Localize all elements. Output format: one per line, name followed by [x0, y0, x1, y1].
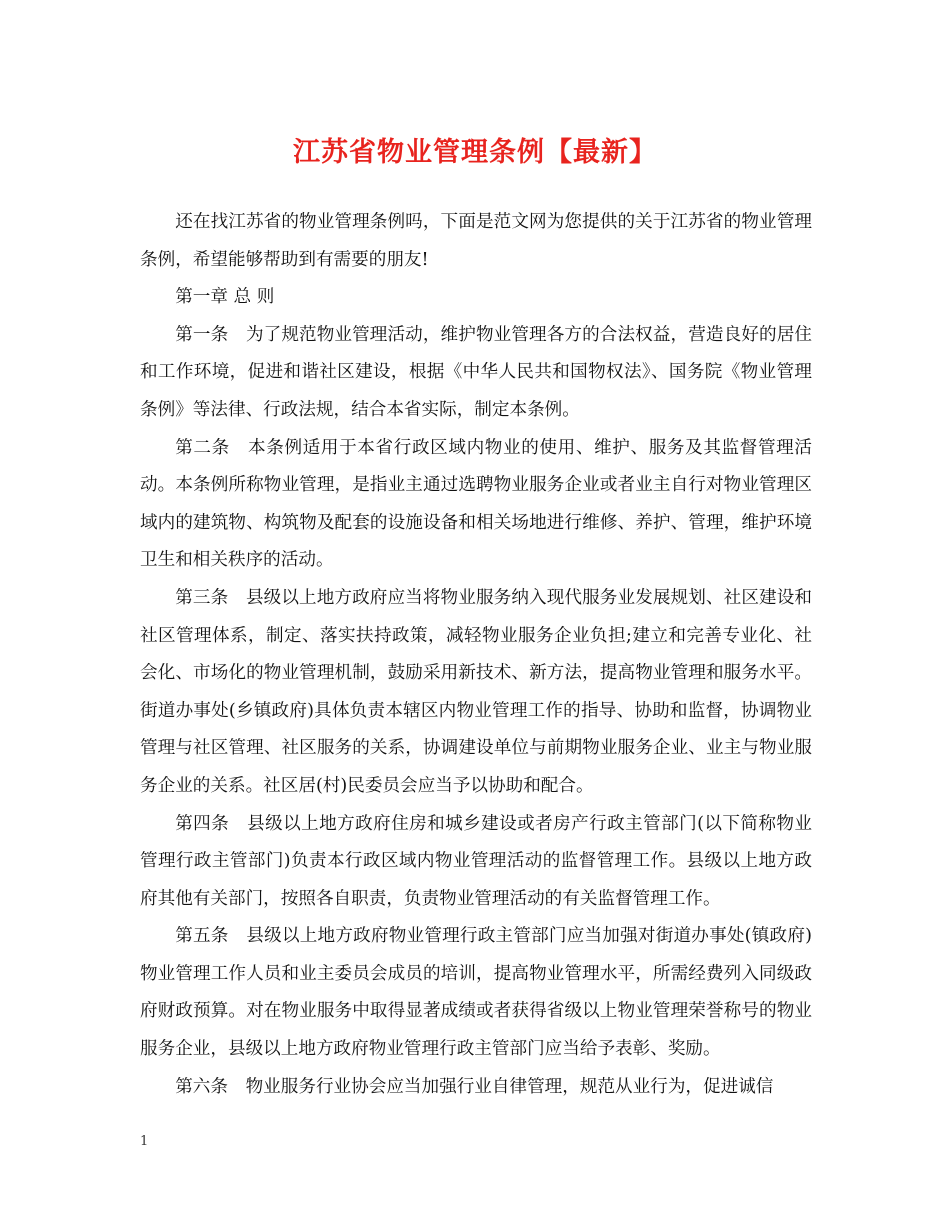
article-5: 第五条 县级以上地方政府物业管理行政主管部门应当加强对街道办事处(镇政府) 物业管理工作人员和业主委员会成员的培训，提高物业管理水平，所需经费列入同级政府财政预算。对在物业服务中取得显著成绩或者获得省级以上物业管理荣誉称号的物业服务企业，县级以上地方政府物业管理行政主管部门应当给予表彰、奖励。: [140, 926, 812, 1060]
document-title: 江苏省物业管理条例【最新】: [293, 137, 657, 168]
page-number: 1: [140, 1134, 149, 1149]
article-6: 第六条 物业服务行业协会应当加强行业自律管理，规范从业行为，促进诚信: [175, 1076, 774, 1097]
article-1: 第一条 为了规范物业管理活动，维护物业管理各方的合法权益，营造良好的居住和工作环境，促进和谐社区建设，根据《中华人民共和国物权法》、国务院《物业管理条例》等法律、行政法规，结合本省实际，制定本条例。: [140, 324, 812, 420]
intro-paragraph: 还在找江苏省的物业管理条例吗，下面是范文网为您提供的关于江苏省的物业管理条例，希望能够帮助到有需要的朋友!: [140, 212, 812, 270]
article-2: 第二条 本条例适用于本省行政区域内物业的使用、维护、服务及其监督管理活动。本条例所称物业管理，是指业主通过选聘物业服务企业或者业主自行对物业管理区域内的建筑物、构筑物及配套的设施设备和相关场地进行维修、养护、管理，维护环境卫生和相关秩序的活动。: [140, 437, 812, 571]
document-body: [140, 204, 812, 1106]
chapter-heading: 第一章 总 则: [175, 287, 275, 308]
article-4: 第四条 县级以上地方政府住房和城乡建设或者房产行政主管部门(以下简称物业管理行政主管部门)负责本行政区域内物业管理活动的监督管理工作。县级以上地方政府其他有关部门，按照各自职责，负责物业管理活动的有关监督管理工作。: [140, 813, 812, 909]
article-3: 第三条 县级以上地方政府应当将物业服务纳入现代服务业发展规划、社区建设和社区管理体系，制定、落实扶持政策，减轻物业服务企业负担;建立和完善专业化、社会化、市场化的物业管理机制，鼓励采用新技术、新方法，提高物业管理和服务水平。街道办事处(乡镇政府)具体负责本辖区内物业管理工作的指导、协助和监督，协调物业管理与社区管理、社区服务的关系，协调建设单位与前期物业服务企业、业主与物业服务企业的关系。社区居(村)民委员会应当予以协助和配合。: [140, 587, 812, 796]
